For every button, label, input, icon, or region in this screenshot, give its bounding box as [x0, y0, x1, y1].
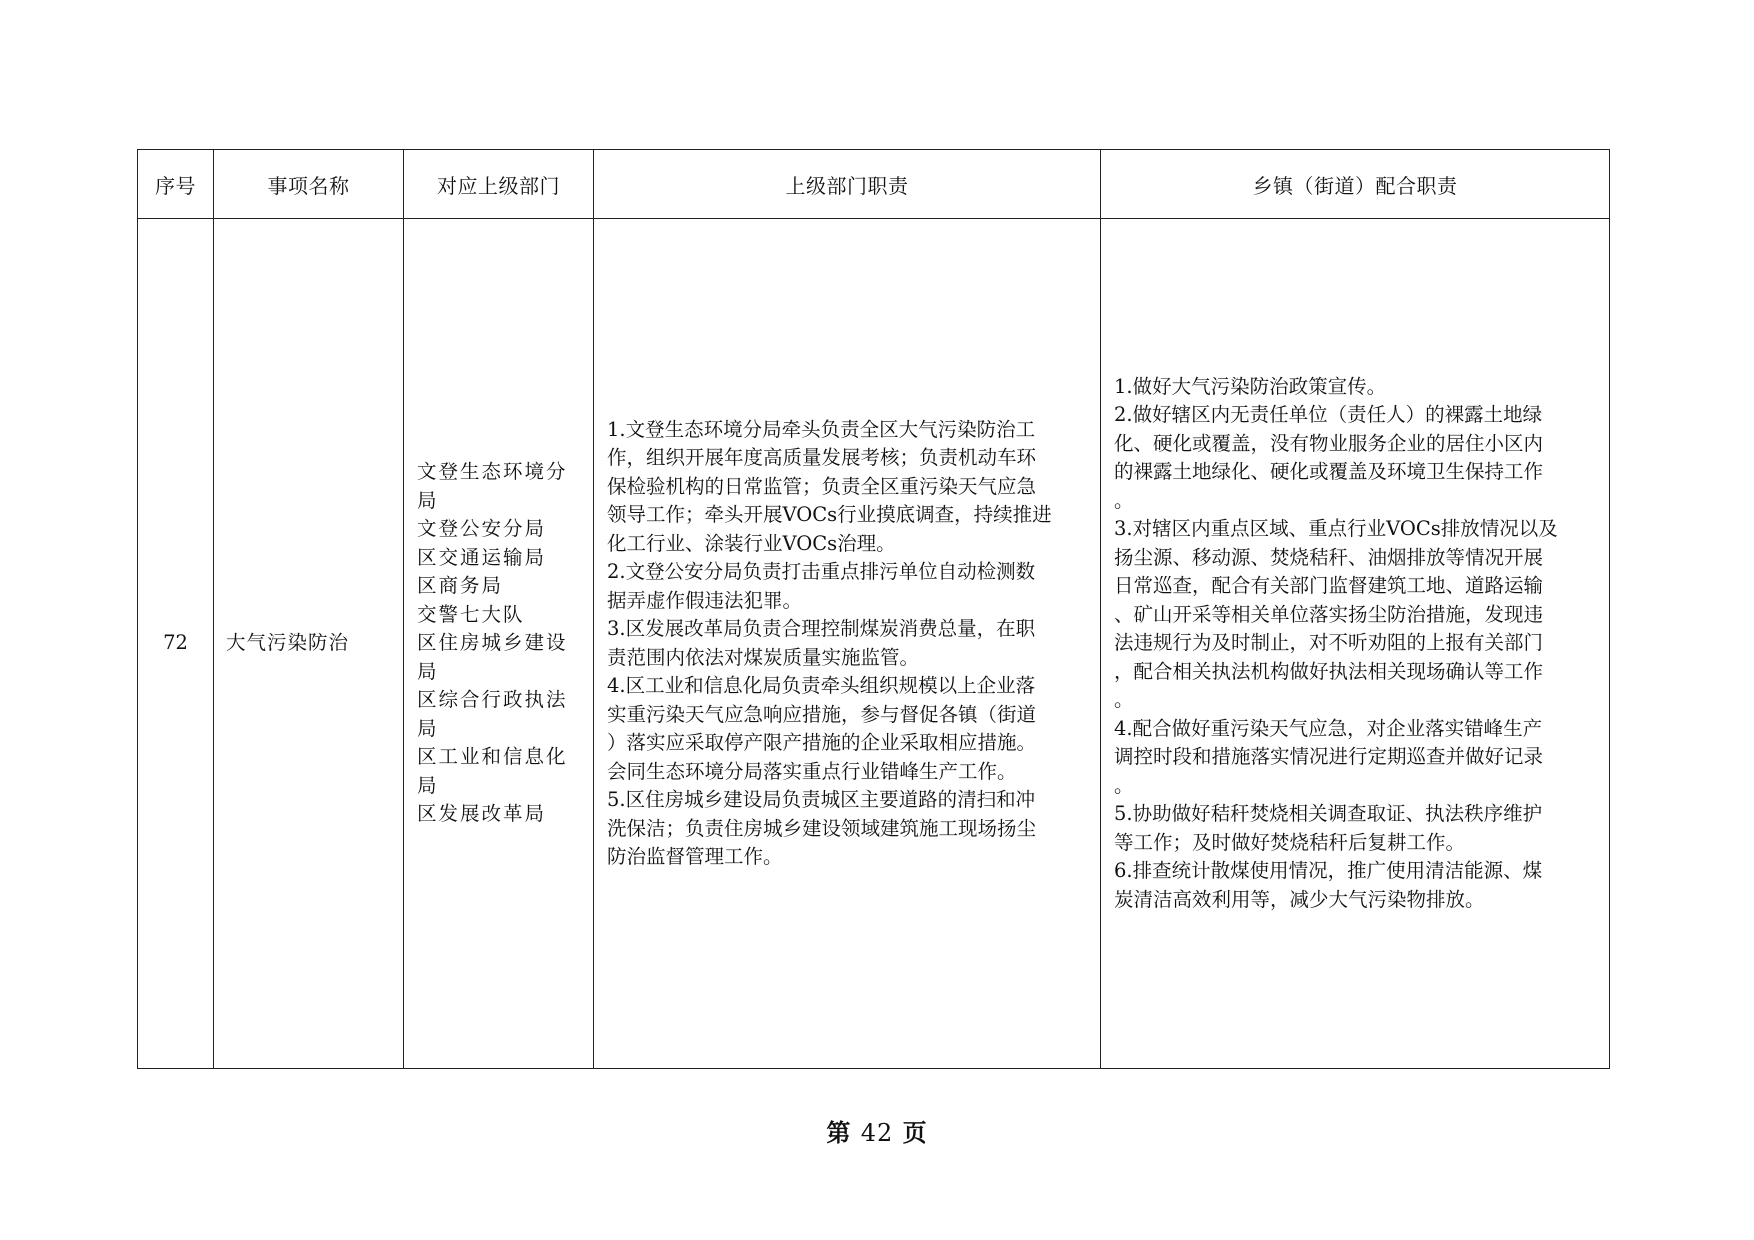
town-duty-text-line: 4.配合做好重污染天气应急，对企业落实错峰生产 — [1114, 716, 1543, 740]
table-row — [138, 219, 1610, 1069]
page-prefix: 第 — [826, 1118, 852, 1147]
department-list — [404, 219, 594, 1069]
page-number-footer — [0, 1113, 1754, 1148]
department-item: 区综合行政执法局 — [417, 688, 568, 740]
town-duty-text-line: 法违规行为及时制止，对不听劝阻的上报有关部门 — [1114, 631, 1544, 655]
department-item: 区商务局 — [417, 574, 504, 598]
duty-text-line: 领导工作；牵头开展VOCs行业摸底调查，持续推进 — [607, 503, 1052, 526]
header-row — [138, 150, 1610, 219]
department-item: 区交通运输局 — [417, 545, 547, 569]
town-duty-cell — [1101, 219, 1610, 1069]
item-name-cell: 大气污染防治 — [214, 219, 404, 1069]
header-serial: 序号 — [138, 150, 214, 219]
duty-text-line: 责范围内依法对煤炭质量实施监管。 — [607, 645, 920, 669]
town-duty-text-line: 等工作；及时做好焚烧秸秆后复耕工作。 — [1114, 830, 1466, 854]
town-duty-text-line: 6.排查统计散煤使用情况，推广使用清洁能源、煤 — [1114, 859, 1543, 883]
town-duty-text-line: 2.做好辖区内无责任单位（责任人）的裸露土地绿 — [1114, 403, 1543, 427]
duty-text-line: 作，组织开展年度高质量发展考核；负责机动车环 — [607, 446, 1037, 469]
town-duty-text-line: 调控时段和措施落实情况进行定期巡查并做好记录 — [1114, 745, 1544, 769]
department-item: 文登公安分局 — [417, 517, 547, 541]
duty-text-line: 1.文登生态环境分局牵头负责全区大气污染防治工 — [607, 417, 1036, 441]
page-suffix: 页 — [902, 1118, 928, 1147]
serial-cell: 72 — [138, 219, 214, 1069]
town-duty-text-line: 炭清洁高效利用等，减少大气污染物排放。 — [1114, 887, 1485, 911]
header-item-name: 事项名称 — [214, 150, 404, 219]
page-number: 42 — [860, 1119, 894, 1147]
town-duty-text-line: ，配合相关执法机构做好执法相关现场确认等工作 — [1114, 659, 1544, 683]
duty-text-line: 实重污染天气应急响应措施，参与督促各镇（街道 — [607, 702, 1037, 726]
duty-text-line: 防治监督管理工作。 — [607, 845, 783, 868]
town-duty-text-line: 的裸露土地绿化、硬化或覆盖及环境卫生保持工作 — [1114, 460, 1544, 484]
duty-text-line: 洗保洁；负责住房城乡建设领域建筑施工现场扬尘 — [607, 816, 1037, 840]
town-duty-text-line: 5.协助做好秸秆焚烧相关调查取证、执法秩序维护 — [1114, 802, 1543, 826]
town-duty-text-line: 日常巡查，配合有关部门监督建筑工地、道路运输 — [1114, 574, 1544, 598]
department-item: 区工业和信息化局 — [417, 745, 568, 797]
town-duty-text-line: 1.做好大气污染防治政策宣传。 — [1114, 374, 1387, 398]
department-item: 交警七大队 — [417, 602, 525, 626]
duty-text-line: 3.区发展改革局负责合理控制煤炭消费总量，在职 — [607, 617, 1036, 640]
duty-text-line: 4.区工业和信息化局负责牵头组织规模以上企业落 — [607, 674, 1036, 697]
town-duty-text-line: 。 — [1114, 488, 1134, 512]
duty-text-line: ）落实应采取停产限产措施的企业采取相应措施。 — [607, 731, 1037, 754]
town-duty-text-line: 化、硬化或覆盖，没有物业服务企业的居住小区内 — [1114, 431, 1544, 455]
header-superior-duty: 上级部门职责 — [594, 150, 1101, 219]
duty-text-line: 2.文登公安分局负责打击重点排污单位自动检测数 — [607, 560, 1036, 583]
duty-text-line: 保检验机构的日常监管；负责全区重污染天气应急 — [607, 474, 1037, 498]
duty-text-line: 化工行业、涂装行业VOCs治理。 — [607, 531, 896, 555]
town-duty-text-line: 扬尘源、移动源、焚烧秸秆、油烟排放等情况开展 — [1114, 545, 1544, 569]
town-duty-text-line: 。 — [1114, 688, 1134, 712]
duty-table — [137, 149, 1610, 1069]
town-duty-text-line: 。 — [1114, 773, 1134, 797]
department-item: 区住房城乡建设局 — [417, 631, 568, 683]
duty-text-line: 5.区住房城乡建设局负责城区主要道路的清扫和冲 — [607, 788, 1036, 811]
department-item: 区发展改革局 — [417, 802, 547, 826]
duty-text-line: 会同生态环境分局落实重点行业错峰生产工作。 — [607, 759, 1017, 783]
header-superior-dept: 对应上级部门 — [404, 150, 594, 219]
town-duty-text-line: 、矿山开采等相关单位落实扬尘防治措施，发现违 — [1114, 602, 1544, 626]
town-duty-text-line: 3.对辖区内重点区域、重点行业VOCs排放情况以及 — [1114, 517, 1558, 541]
duty-text-line: 据弄虚作假违法犯罪。 — [607, 588, 803, 612]
superior-duty-cell — [594, 219, 1101, 1069]
department-item: 文登生态环境分局 — [417, 460, 568, 512]
header-town-duty: 乡镇（街道）配合职责 — [1101, 150, 1610, 219]
